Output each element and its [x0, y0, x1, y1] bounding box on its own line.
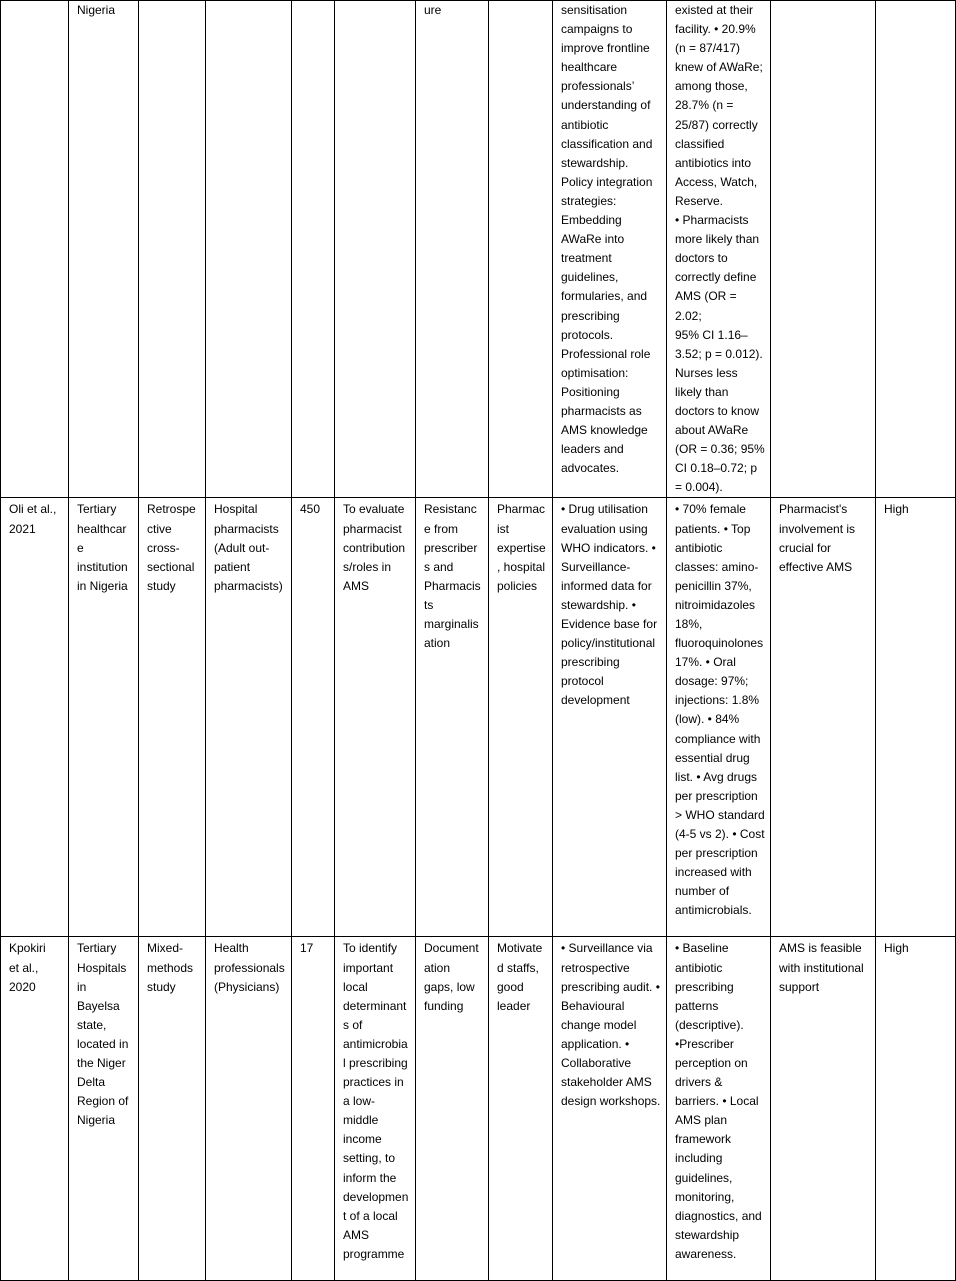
cell-sample-size: 17	[292, 937, 335, 1281]
cell-quality: High	[876, 498, 956, 937]
cell-key-findings: • Baseline antibiotic prescribing patterns (descriptive). •Prescriber perception on drivers & barriers. • Local AMS plan framework including guidelines, monitoring, diagnostics, and stewardship awareness.	[667, 937, 771, 1281]
cell-key-findings: existed at their facility. • 20.9% (n = 87/417) knew of AWaRe; among those, 28.7% (n = 25/87) correctly classified antibiotics into Access, Watch, Reserve. • Pharmacists more likely than doctors to correctly define AMS (OR = 2.02; 95% CI 1.16– 3.52; p = 0.012). Nurses less likely than doctors to know about AWaRe (OR = 0.36; 95% CI 0.18–0.72; p = 0.004).	[667, 1, 771, 498]
table-row	[1, 937, 956, 1281]
cell-study-design: Retrospe ctive cross- sectional study	[139, 498, 206, 937]
cell-participants: Hospital pharmacists (Adult out- patient pharmacists)	[206, 498, 292, 937]
cell-author-year	[1, 1, 69, 498]
cell-facilitators: Motivate d staffs, good leader	[489, 937, 553, 1281]
cell-facilitators: Pharmac ist expertise , hospital policies	[489, 498, 553, 937]
cell-ams-interventions: sensitisation campaigns to improve frontline healthcare professionals’ understanding of antibiotic classification and stewardship. Policy integration strategies: Embedding AWaRe into treatment guidelines, formularies, and prescribing protocols. Professional role optimisation: Positioning pharmacists as AMS knowledge leaders and advocates.	[553, 1, 667, 498]
cell-study-design	[139, 1, 206, 498]
cell-conclusion: Pharmacist's involvement is crucial for effective AMS	[771, 498, 876, 937]
cell-sample-size: 450	[292, 498, 335, 937]
cell-participants: Health professionals (Physicians)	[206, 937, 292, 1281]
cell-objective	[335, 1, 416, 498]
cell-quality: High	[876, 937, 956, 1281]
cell-author-year: Kpokiri et al., 2020	[1, 937, 69, 1281]
cell-setting: Nigeria	[69, 1, 139, 498]
cell-barriers: Document ation gaps, low funding	[416, 937, 489, 1281]
cell-barriers: ure	[416, 1, 489, 498]
cell-conclusion	[771, 1, 876, 498]
cell-setting: Tertiary Hospitals in Bayelsa state, located in the Niger Delta Region of Nigeria	[69, 937, 139, 1281]
cell-ams-interventions: • Surveillance via retrospective prescribing audit. • Behavioural change model application. • Collaborative stakeholder AMS design workshops.	[553, 937, 667, 1281]
cell-conclusion: AMS is feasible with institutional support	[771, 937, 876, 1281]
cell-sample-size	[292, 1, 335, 498]
cell-ams-interventions: • Drug utilisation evaluation using WHO indicators. • Surveillance- informed data for stewardship. • Evidence base for policy/institutional prescribing protocol development	[553, 498, 667, 937]
cell-facilitators	[489, 1, 553, 498]
cell-author-year: Oli et al., 2021	[1, 498, 69, 937]
cell-setting: Tertiary healthcar e institution in Nigeria	[69, 498, 139, 937]
table-row	[1, 1, 956, 498]
cell-objective: To evaluate pharmacist contribution s/roles in AMS	[335, 498, 416, 937]
cell-quality	[876, 1, 956, 498]
cell-objective: To identify important local determinant s of antimicrobia l prescribing practices in a low- middle income setting, to inform the developmen t of a local AMS programme	[335, 937, 416, 1281]
table-row	[1, 498, 956, 937]
cell-participants	[206, 1, 292, 498]
cell-barriers: Resistanc e from prescriber s and Pharmacis ts marginalis ation	[416, 498, 489, 937]
cell-key-findings: • 70% female patients. • Top antibiotic classes: amino- penicillin 37%, nitroimidazoles 18%, fluoroquinolones 17%. • Oral dosage: 97%; injections: 1.8% (low). • 84% compliance with essential drug list. • Avg drugs per prescription > WHO standard (4-5 vs 2). • Cost per prescription increased with number of antimicrobials.	[667, 498, 771, 937]
cell-study-design: Mixed- methods study	[139, 937, 206, 1281]
